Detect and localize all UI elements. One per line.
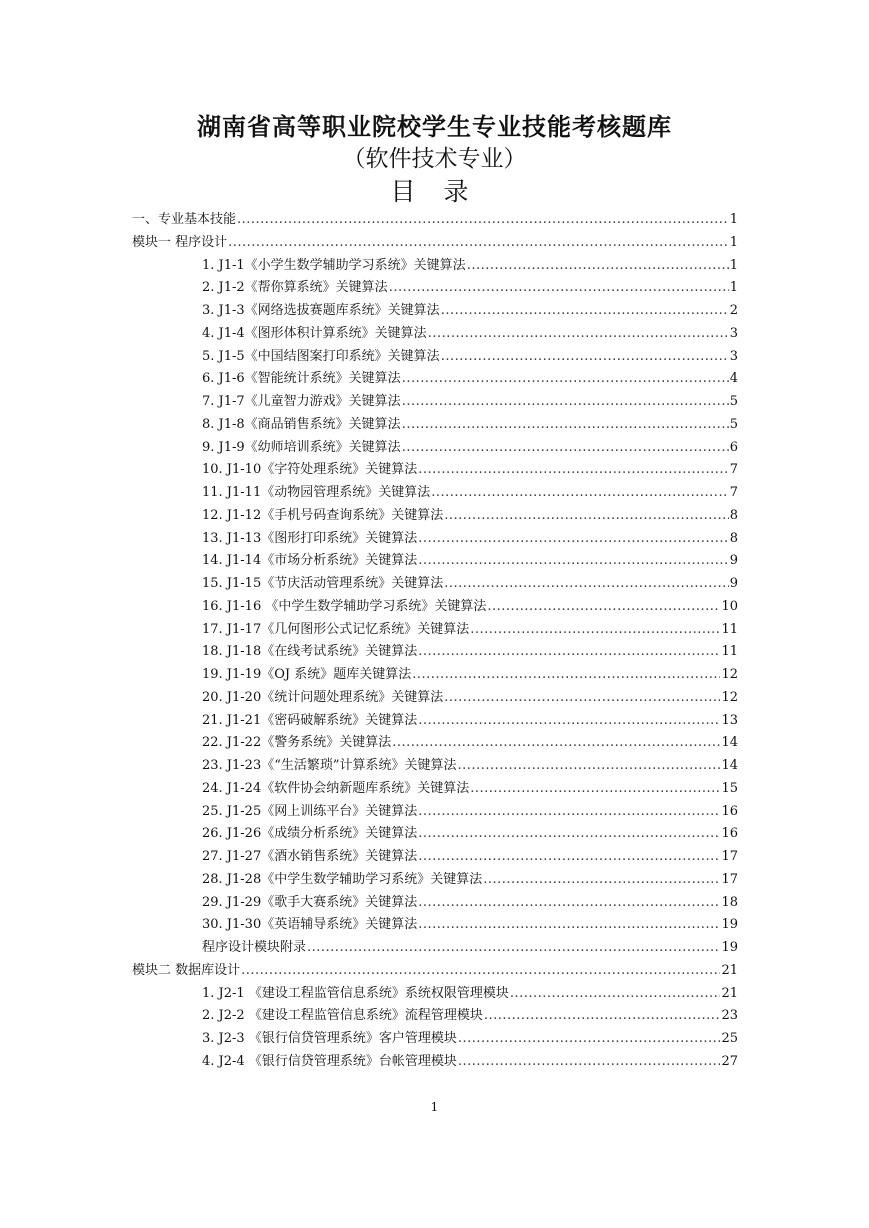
toc-entry-page: 3 [729,325,738,341]
toc-entry-page: 8 [729,507,738,523]
toc-entry[interactable] [132,664,738,687]
toc-entry-title: 3. J2-3 《银行信贷管理系统》客户管理模块 [202,1031,457,1046]
toc-entry-page: 17 [721,849,738,864]
toc-entry-page: 1 [729,257,738,273]
toc-leader-dots [418,823,720,846]
toc-leader-dots [237,209,729,232]
toc-entry-page: 13 [721,712,738,728]
toc-entry-page: 18 [721,894,738,910]
document-title: 湖南省高等职业院校学生专业技能考核题库 [197,113,672,141]
toc-entry-page: 15 [721,780,738,796]
toc-entry-title: 24. J1-24《软件协会纳新题库系统》关键算法 [202,780,470,796]
toc-entry[interactable] [132,596,738,619]
toc-leader-dots [444,573,728,596]
toc-entry[interactable] [132,960,738,983]
toc-entry[interactable] [132,801,738,824]
toc-heading: 目 录 [390,177,479,206]
toc-leader-dots [487,596,720,619]
toc-entry-page: 23 [721,1008,738,1024]
toc-leader-dots [441,346,729,369]
page-number-footer: 1 [430,1100,439,1114]
toc-entry-page: 6 [729,439,738,455]
toc-entry-title: 28. J1-28《中学生数学辅助学习系统》关键算法 [202,871,483,887]
toc-leader-dots [484,1005,721,1028]
toc-entry-title: 3. J1-3《网络选拔赛题库系统》关键算法 [202,303,440,318]
toc-entry-page: 1 [729,280,738,296]
toc-entry-page: 2 [729,303,738,318]
toc-entry[interactable] [132,391,738,414]
toc-leader-dots [458,1051,721,1074]
toc-entry-page: 11 [721,621,738,637]
toc-leader-dots [418,801,720,824]
toc-entry-title: 27. J1-27《酒水销售系统》关键算法 [202,849,418,864]
toc-entry[interactable] [132,983,738,1006]
toc-leader-dots [418,459,728,482]
toc-entry-title: 25. J1-25《网上训练平台》关键算法 [202,803,418,819]
toc-leader-dots [402,437,729,460]
toc-entry-title: 22. J1-22《警务系统》关键算法 [202,735,392,751]
toc-entry[interactable] [132,710,738,733]
toc-entry[interactable] [132,528,738,551]
toc-entry[interactable] [132,778,738,801]
toc-leader-dots [389,277,729,300]
toc-leader-dots [402,368,729,391]
toc-entry-title: 一、专业基本技能 [132,212,237,227]
toc-entry-page: 1 [729,212,738,227]
toc-entry-page: 7 [729,485,738,500]
toc-entry-page: 3 [729,348,738,364]
toc-entry[interactable] [132,505,738,528]
toc-leader-dots [458,755,721,778]
toc-leader-dots [467,255,729,278]
toc-entry-title: 4. J1-4《图形体积计算系统》关键算法 [202,325,427,341]
toc-leader-dots [418,710,720,733]
toc-entry[interactable] [132,346,738,369]
toc-leader-dots [241,960,720,983]
toc-entry-page: 19 [721,940,738,955]
toc-leader-dots [418,892,720,915]
toc-leader-dots [418,641,720,664]
toc-entry-title: 21. J1-21《密码破解系统》关键算法 [202,712,418,728]
toc-entry[interactable] [132,459,738,482]
toc-leader-dots [470,778,720,801]
toc-entry-title: 1. J1-1《小学生数学辅助学习系统》关键算法 [202,257,466,273]
toc-leader-dots [431,482,728,505]
toc-entry[interactable] [132,277,738,300]
toc-entry-page: 5 [729,394,738,409]
toc-entry-page: 12 [721,667,738,682]
toc-entry[interactable] [132,323,738,346]
toc-leader-dots [428,323,729,346]
toc-entry-page: 21 [721,985,738,1001]
toc-entry-page: 16 [721,803,738,819]
toc-entry-title: 29. J1-29《歌手大赛系统》关键算法 [202,894,418,910]
toc-entry-page: 14 [721,758,738,773]
toc-entry-page: 11 [721,644,738,660]
toc-entry-title: 模块一 程序设计 [132,234,228,250]
toc-entry-page: 5 [729,416,738,432]
toc-entry-title: 11. J1-11《动物园管理系统》关键算法 [202,485,431,500]
toc-entry[interactable] [132,869,738,892]
toc-entry[interactable] [132,937,738,960]
toc-entry-title: 30. J1-30《英语辅导系统》关键算法 [202,917,418,933]
toc-entry[interactable] [132,755,738,778]
toc-entry-title: 13. J1-13《图形打印系统》关键算法 [202,530,418,546]
toc-entry[interactable] [132,300,738,323]
toc-entry-title: 10. J1-10《字符处理系统》关键算法 [202,462,418,478]
toc-entry[interactable] [132,209,738,232]
toc-entry-title: 7. J1-7《儿童智力游戏》关键算法 [202,394,401,409]
toc-entry[interactable] [132,687,738,710]
toc-entry-title: 26. J1-26《成绩分析系统》关键算法 [202,826,418,842]
toc-entry-page: 27 [721,1053,738,1069]
table-of-contents [132,209,738,1074]
toc-entry[interactable] [132,255,738,278]
toc-entry-title: 程序设计模块附录 [202,940,307,955]
toc-entry-page: 8 [729,530,738,546]
toc-entry[interactable] [132,619,738,642]
toc-entry-title: 2. J2-2 《建设工程监管信息系统》流程管理模块 [202,1008,483,1024]
toc-leader-dots [444,687,720,710]
toc-entry[interactable] [132,892,738,915]
toc-leader-dots [402,414,729,437]
toc-entry[interactable] [132,482,738,505]
toc-entry-title: 模块二 数据库设计 [132,962,241,978]
toc-entry-title: 5. J1-5《中国结图案打印系统》关键算法 [202,348,440,364]
document-subtitle: （软件技术专业） [342,146,527,172]
toc-entry[interactable] [132,914,738,937]
toc-entry-title: 23. J1-23《“生活繁琐”计算系统》关键算法 [202,758,457,773]
toc-entry[interactable] [132,1028,738,1051]
toc-entry-page: 14 [721,735,738,751]
toc-entry[interactable] [132,437,738,460]
toc-entry[interactable] [132,573,738,596]
toc-entry[interactable] [132,550,738,573]
toc-leader-dots [510,983,721,1006]
toc-entry-page: 25 [721,1031,738,1046]
toc-leader-dots [392,732,720,755]
toc-leader-dots [418,846,720,869]
toc-entry[interactable] [132,823,738,846]
toc-entry-title: 15. J1-15《节庆活动管理系统》关键算法 [202,576,444,591]
toc-entry-page: 19 [721,917,738,933]
toc-entry-title: 17. J1-17《几何图形公式记忆系统》关键算法 [202,621,470,637]
toc-entry-page: 21 [721,962,738,978]
toc-entry[interactable] [132,1005,738,1028]
toc-leader-dots [458,1028,721,1051]
toc-entry-page: 10 [721,598,738,614]
toc-entry-title: 18. J1-18《在线考试系统》关键算法 [202,644,418,660]
toc-entry[interactable] [132,232,738,255]
toc-entry-title: 16. J1-16 《中学生数学辅助学习系统》关键算法 [202,598,487,614]
toc-leader-dots [418,914,720,937]
toc-leader-dots [444,505,728,528]
toc-entry-title: 2. J1-2《帮你算系统》关键算法 [202,280,388,296]
toc-entry-page: 17 [721,871,738,887]
toc-leader-dots [483,869,720,892]
toc-entry[interactable] [132,1051,738,1074]
toc-entry-page: 7 [729,462,738,478]
toc-entry-page: 12 [721,689,738,705]
toc-entry[interactable] [132,368,738,391]
toc-entry[interactable] [132,641,738,664]
toc-entry-title: 6. J1-6《智能统计系统》关键算法 [202,371,401,387]
toc-leader-dots [470,619,720,642]
toc-entry-title: 4. J2-4 《银行信贷管理系统》台帐管理模块 [202,1053,457,1069]
toc-leader-dots [412,664,720,687]
toc-entry-title: 8. J1-8《商品销售系统》关键算法 [202,416,401,432]
toc-entry-title: 20. J1-20《统计问题处理系统》关键算法 [202,689,444,705]
toc-entry-title: 1. J2-1 《建设工程监管信息系统》系统权限管理模块 [202,985,509,1001]
toc-leader-dots [418,528,728,551]
toc-entry-title: 19. J1-19《OJ 系统》题库关键算法 [202,667,412,682]
toc-leader-dots [402,391,729,414]
toc-entry-page: 9 [729,576,738,591]
toc-leader-dots [307,937,720,960]
toc-leader-dots [418,550,728,573]
toc-entry-title: 14. J1-14《市场分析系统》关键算法 [202,553,418,569]
toc-entry[interactable] [132,846,738,869]
toc-entry[interactable] [132,732,738,755]
toc-entry-page: 16 [721,826,738,842]
toc-entry-page: 9 [729,553,738,569]
toc-entry[interactable] [132,414,738,437]
toc-entry-title: 9. J1-9《幼师培训系统》关键算法 [202,439,401,455]
toc-entry-page: 1 [729,234,738,250]
toc-entry-title: 12. J1-12《手机号码查询系统》关键算法 [202,507,444,523]
toc-leader-dots [441,300,729,323]
toc-leader-dots [228,232,729,255]
toc-entry-page: 4 [729,371,738,387]
